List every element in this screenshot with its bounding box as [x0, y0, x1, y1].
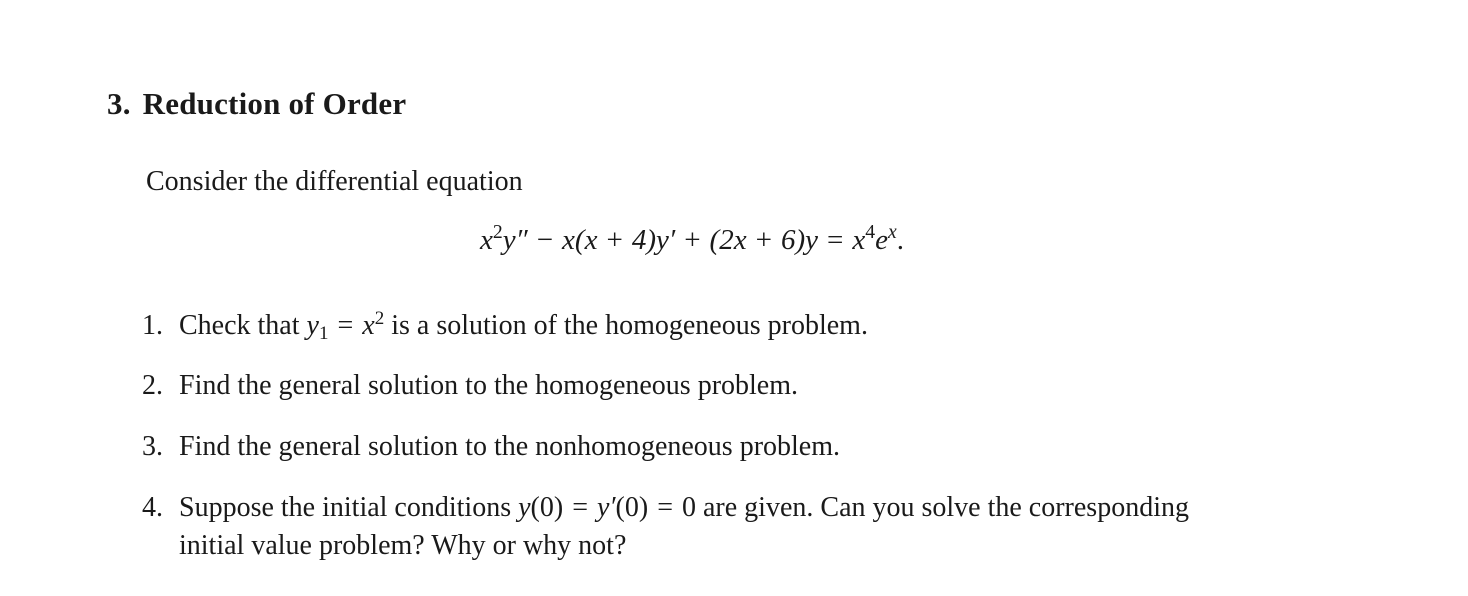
list-item-text-a: Check that [179, 310, 300, 341]
list-item-text: Find the general solution to the homogeneous problem. [179, 370, 799, 401]
list-item-text: Find the general solution to the nonhomogeneous problem. [179, 431, 841, 462]
list-item [142, 490, 1189, 564]
eq-term3: (2x [709, 224, 747, 256]
math-equals: = [657, 492, 673, 523]
eq-y-double-prime: y″ [502, 224, 528, 256]
eq-term3b: 6)y [780, 224, 818, 256]
list-item-number: 3. [142, 431, 163, 462]
list-item-number: 2. [142, 370, 163, 401]
math-arg: (0) [615, 492, 649, 523]
math-y: y [518, 492, 531, 523]
eq-plus-2: + [684, 224, 701, 256]
eq-rhs-x-exponent: 4 [865, 221, 876, 244]
math-y: y [306, 310, 319, 341]
eq-period: . [896, 224, 904, 256]
list-item-text-b: is a solution of the homogeneous problem. [391, 310, 868, 341]
eq-plus-1: + [606, 224, 623, 256]
eq-term2: x(x [562, 224, 598, 256]
eq-x: x [480, 224, 493, 256]
differential-equation [480, 221, 904, 257]
eq-rhs-e: e [875, 224, 888, 256]
math-x: x [362, 310, 375, 341]
list-item-number: 4. [142, 492, 163, 523]
math-y-prime: y′ [596, 492, 616, 523]
math-zero: 0 [682, 492, 696, 523]
section-number: 3. [107, 86, 131, 121]
math-arg: (0) [530, 492, 564, 523]
list-item [142, 307, 868, 344]
list-item [142, 431, 840, 463]
section-title: Reduction of Order [142, 86, 407, 121]
eq-plus-3: + [755, 224, 772, 256]
list-item-continuation: initial value problem? Why or why not? [179, 530, 627, 561]
list-item-text-b: are given. Can you solve the corresponding [703, 492, 1189, 523]
list-item-number: 1. [142, 310, 163, 341]
math-subscript: 1 [318, 322, 329, 344]
list-item [142, 370, 798, 402]
eq-minus: − [536, 224, 554, 256]
eq-rhs-x: x [852, 224, 866, 256]
eq-equals: = [826, 224, 844, 256]
math-exponent: 2 [374, 307, 385, 329]
eq-rhs-e-exponent: x [887, 221, 897, 244]
list-item-text-a: Suppose the initial conditions [179, 492, 512, 523]
math-equals: = [337, 310, 354, 341]
eq-x-exponent: 2 [492, 221, 503, 244]
intro-text: Consider the differential equation [146, 166, 523, 197]
math-equals: = [572, 492, 588, 523]
section-heading [107, 86, 406, 122]
eq-term2b: 4)y′ [631, 224, 676, 256]
